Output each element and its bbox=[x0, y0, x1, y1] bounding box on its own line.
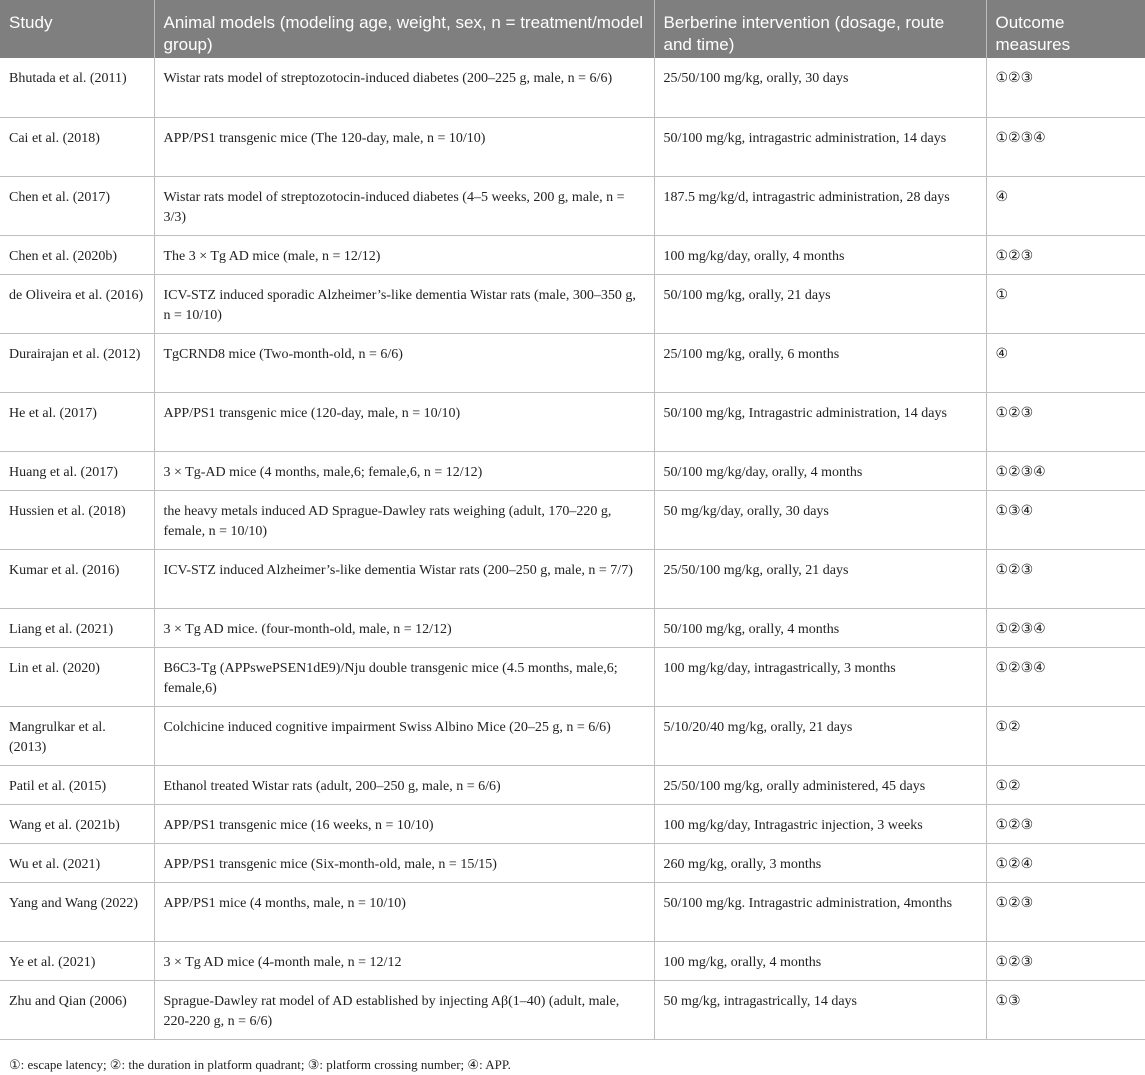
header-animal-models: Animal models (modeling age, weight, sex, n = treatment/model group) bbox=[154, 0, 654, 58]
cell-outcome: ①②③ bbox=[986, 882, 1145, 941]
cell-study: Huang et al. (2017) bbox=[0, 451, 154, 490]
cell-outcome: ①③ bbox=[986, 980, 1145, 1039]
cell-model: APP/PS1 transgenic mice (16 weeks, n = 10/10) bbox=[154, 804, 654, 843]
cell-study: Hussien et al. (2018) bbox=[0, 490, 154, 549]
cell-outcome: ①②③ bbox=[986, 804, 1145, 843]
cell-outcome: ④ bbox=[986, 176, 1145, 235]
cell-model: 3 × Tg AD mice (4-month male, n = 12/12 bbox=[154, 941, 654, 980]
cell-study: Durairajan et al. (2012) bbox=[0, 333, 154, 392]
cell-model: ICV-STZ induced sporadic Alzheimer’s-like dementia Wistar rats (male, 300–350 g, n = 10/10) bbox=[154, 274, 654, 333]
cell-model: Wistar rats model of streptozotocin-induced diabetes (200–225 g, male, n = 6/6) bbox=[154, 58, 654, 117]
cell-study: Cai et al. (2018) bbox=[0, 117, 154, 176]
header-berberine-intervention: Berberine intervention (dosage, route and time) bbox=[654, 0, 986, 58]
table-body bbox=[0, 58, 1145, 1039]
cell-outcome: ①②③④ bbox=[986, 451, 1145, 490]
cell-intervention: 25/50/100 mg/kg, orally administered, 45 days bbox=[654, 765, 986, 804]
table-row bbox=[0, 490, 1145, 549]
cell-intervention: 100 mg/kg/day, orally, 4 months bbox=[654, 235, 986, 274]
cell-model: 3 × Tg AD mice. (four-month-old, male, n = 12/12) bbox=[154, 608, 654, 647]
cell-study: Bhutada et al. (2011) bbox=[0, 58, 154, 117]
cell-outcome: ①③④ bbox=[986, 490, 1145, 549]
cell-model: B6C3-Tg (APPswePSEN1dE9)/Nju double transgenic mice (4.5 months, male,6; female,6) bbox=[154, 647, 654, 706]
cell-model: ICV-STZ induced Alzheimer’s-like dementia Wistar rats (200–250 g, male, n = 7/7) bbox=[154, 549, 654, 608]
cell-model: APP/PS1 transgenic mice (Six-month-old, male, n = 15/15) bbox=[154, 843, 654, 882]
cell-intervention: 100 mg/kg/day, Intragastric injection, 3 weeks bbox=[654, 804, 986, 843]
table-row bbox=[0, 980, 1145, 1039]
cell-study: He et al. (2017) bbox=[0, 392, 154, 451]
cell-outcome: ①②③ bbox=[986, 235, 1145, 274]
cell-outcome: ①②③ bbox=[986, 549, 1145, 608]
table-footnote: ①: escape latency; ②: the duration in platform quadrant; ③: platform crossing number; ④: APP. bbox=[9, 1057, 511, 1072]
header-study: Study bbox=[0, 0, 154, 58]
cell-study: de Oliveira et al. (2016) bbox=[0, 274, 154, 333]
cell-outcome: ①②③④ bbox=[986, 608, 1145, 647]
cell-model: the heavy metals induced AD Sprague-Dawley rats weighing (adult, 170–220 g, female, n = 10/10) bbox=[154, 490, 654, 549]
cell-study: Ye et al. (2021) bbox=[0, 941, 154, 980]
table-row bbox=[0, 608, 1145, 647]
cell-intervention: 187.5 mg/kg/d, intragastric administration, 28 days bbox=[654, 176, 986, 235]
header-row bbox=[0, 0, 1145, 58]
table-row bbox=[0, 176, 1145, 235]
table-row bbox=[0, 451, 1145, 490]
cell-outcome: ④ bbox=[986, 333, 1145, 392]
cell-model: 3 × Tg-AD mice (4 months, male,6; female,6, n = 12/12) bbox=[154, 451, 654, 490]
cell-study: Kumar et al. (2016) bbox=[0, 549, 154, 608]
cell-outcome: ①② bbox=[986, 765, 1145, 804]
table-row bbox=[0, 765, 1145, 804]
table-row bbox=[0, 706, 1145, 765]
table-row bbox=[0, 549, 1145, 608]
cell-study: Wang et al. (2021b) bbox=[0, 804, 154, 843]
cell-intervention: 5/10/20/40 mg/kg, orally, 21 days bbox=[654, 706, 986, 765]
cell-intervention: 50 mg/kg/day, orally, 30 days bbox=[654, 490, 986, 549]
cell-study: Patil et al. (2015) bbox=[0, 765, 154, 804]
cell-study: Wu et al. (2021) bbox=[0, 843, 154, 882]
cell-intervention: 100 mg/kg/day, intragastrically, 3 months bbox=[654, 647, 986, 706]
table-row bbox=[0, 882, 1145, 941]
cell-model: APP/PS1 transgenic mice (120-day, male, n = 10/10) bbox=[154, 392, 654, 451]
cell-outcome: ①②③ bbox=[986, 941, 1145, 980]
cell-study: Yang and Wang (2022) bbox=[0, 882, 154, 941]
cell-intervention: 50 mg/kg, intragastrically, 14 days bbox=[654, 980, 986, 1039]
cell-outcome: ①②③ bbox=[986, 392, 1145, 451]
cell-intervention: 100 mg/kg, orally, 4 months bbox=[654, 941, 986, 980]
cell-model: Wistar rats model of streptozotocin-induced diabetes (4–5 weeks, 200 g, male, n = 3/3) bbox=[154, 176, 654, 235]
table-row bbox=[0, 235, 1145, 274]
cell-intervention: 25/100 mg/kg, orally, 6 months bbox=[654, 333, 986, 392]
table-row bbox=[0, 843, 1145, 882]
cell-study: Lin et al. (2020) bbox=[0, 647, 154, 706]
cell-intervention: 50/100 mg/kg, orally, 4 months bbox=[654, 608, 986, 647]
table-row bbox=[0, 274, 1145, 333]
table-row bbox=[0, 333, 1145, 392]
cell-model: Sprague-Dawley rat model of AD established by injecting Aβ(1–40) (adult, male, 220-220 g, n = 6/6) bbox=[154, 980, 654, 1039]
cell-intervention: 50/100 mg/kg/day, orally, 4 months bbox=[654, 451, 986, 490]
table-row bbox=[0, 941, 1145, 980]
cell-model: APP/PS1 mice (4 months, male, n = 10/10) bbox=[154, 882, 654, 941]
table-row bbox=[0, 804, 1145, 843]
cell-intervention: 50/100 mg/kg, intragastric administration, 14 days bbox=[654, 117, 986, 176]
header-outcome-measures: Outcome measures bbox=[986, 0, 1145, 58]
cell-intervention: 25/50/100 mg/kg, orally, 30 days bbox=[654, 58, 986, 117]
cell-study: Chen et al. (2017) bbox=[0, 176, 154, 235]
cell-outcome: ①② bbox=[986, 706, 1145, 765]
cell-outcome: ①②③ bbox=[986, 58, 1145, 117]
cell-outcome: ①②③④ bbox=[986, 117, 1145, 176]
cell-outcome: ①②③④ bbox=[986, 647, 1145, 706]
cell-intervention: 260 mg/kg, orally, 3 months bbox=[654, 843, 986, 882]
cell-study: Liang et al. (2021) bbox=[0, 608, 154, 647]
cell-intervention: 50/100 mg/kg, orally, 21 days bbox=[654, 274, 986, 333]
table-row bbox=[0, 58, 1145, 117]
cell-intervention: 50/100 mg/kg. Intragastric administration, 4months bbox=[654, 882, 986, 941]
cell-model: APP/PS1 transgenic mice (The 120-day, male, n = 10/10) bbox=[154, 117, 654, 176]
cell-model: Ethanol treated Wistar rats (adult, 200–250 g, male, n = 6/6) bbox=[154, 765, 654, 804]
table-row bbox=[0, 392, 1145, 451]
cell-study: Chen et al. (2020b) bbox=[0, 235, 154, 274]
table-row bbox=[0, 117, 1145, 176]
table-header bbox=[0, 0, 1145, 58]
cell-study: Mangrulkar et al. (2013) bbox=[0, 706, 154, 765]
table-row bbox=[0, 647, 1145, 706]
cell-intervention: 25/50/100 mg/kg, orally, 21 days bbox=[654, 549, 986, 608]
cell-model: The 3 × Tg AD mice (male, n = 12/12) bbox=[154, 235, 654, 274]
cell-outcome: ① bbox=[986, 274, 1145, 333]
cell-model: TgCRND8 mice (Two-month-old, n = 6/6) bbox=[154, 333, 654, 392]
cell-outcome: ①②④ bbox=[986, 843, 1145, 882]
cell-model: Colchicine induced cognitive impairment Swiss Albino Mice (20–25 g, n = 6/6) bbox=[154, 706, 654, 765]
cell-intervention: 50/100 mg/kg, Intragastric administration, 14 days bbox=[654, 392, 986, 451]
cell-study: Zhu and Qian (2006) bbox=[0, 980, 154, 1039]
